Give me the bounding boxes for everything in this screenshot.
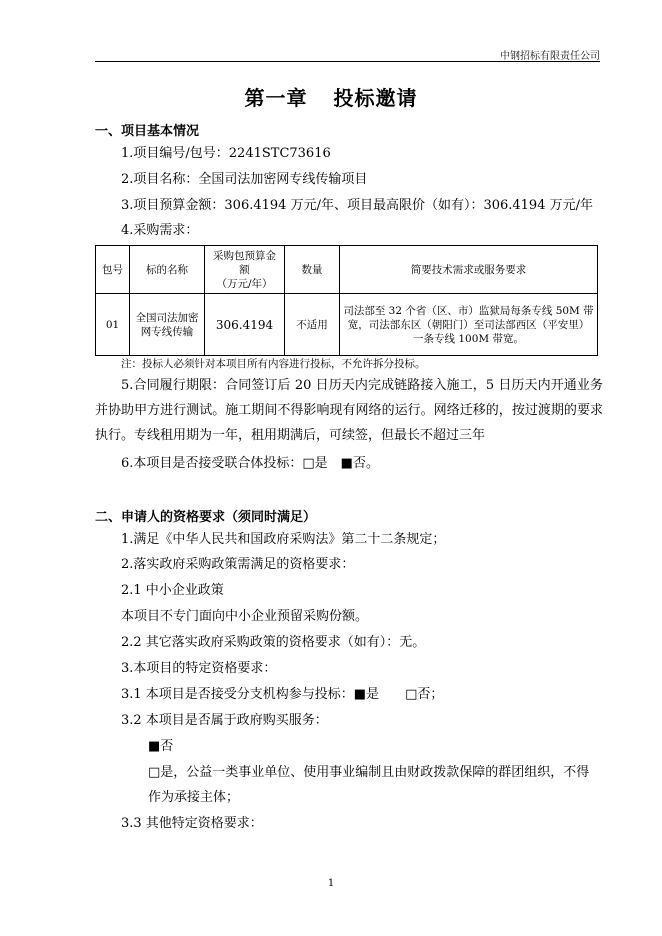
requirement-1: 1.满足《中华人民共和国政府采购法》第二十二条规定； [121,532,446,547]
demand-label: 4.采购需求： [121,223,199,238]
col-header-requirement: 简要技术需求或服务要求 [340,246,598,294]
col-header-quantity: 数量 [285,246,340,294]
option-yes-line2: 作为承接主体； [148,790,240,805]
requirement-2-1-text: 本项目不专门面向中小企业预留采购份额。 [121,609,369,624]
chapter-name: 投标邀请 [333,86,418,110]
requirement-3-1: 3.1 本项目是否接受分支机构参与投标：■是 □否； [121,687,444,702]
consortium: 6.本项目是否接受联合体投标：□是 ■否。 [121,456,379,471]
cell-item: 全国司法加密网专线传输 [130,294,205,356]
option-yes-line1: □是，公益一类事业单位、使用事业编制且由财政拨款保障的群团组织，不得 [148,765,590,780]
page-number: 1 [327,878,335,889]
col-header-package: 包号 [96,246,130,294]
requirement-3-3: 3.3 其他特定资格要求： [121,816,263,831]
requirement-table [95,245,598,356]
option-no: ■否 [148,739,174,754]
header-company: 中钢招标有限责任公司 [500,51,600,62]
requirement-3-2: 3.2 本项目是否属于政府购买服务： [121,713,328,728]
requirement-2-1: 2.1 中小企业政策 [121,583,224,598]
cell-requirement: 司法部至 32 个省（区、市）监狱局每条专线 50M 带宽，司法部东区（朝阳门）至司法部西区（平安里）一条专线 100M 带宽。 [340,294,598,356]
chapter-label: 第一章 [244,86,308,110]
cell-budget: 306.4194 [205,294,285,356]
col-header-item: 标的名称 [130,246,205,294]
table-row [96,294,598,356]
cell-package: 01 [96,294,130,356]
project-number: 1.项目编号/包号：2241STC73616 [121,146,331,161]
header-rule [95,61,600,62]
requirement-2: 2.落实政府采购政策需满足的资格要求： [121,557,355,572]
page-title [0,82,662,111]
table-note: 注：投标人必须针对本项目所有内容进行投标，不允许拆分投标。 [121,358,426,370]
cell-quantity: 不适用 [285,294,340,356]
project-budget: 3.项目预算金额：306.4194 万元/年、项目最高限价（如有）：306.4194 万元/年 [121,198,593,213]
requirement-2-2: 2.2 其它落实政府采购政策的资格要求（如有）：无。 [121,635,426,650]
col-header-budget: 采购包预算金额 （万元/年） [205,246,285,294]
contract-period: 5.合同履行期限：合同签订后 20 日历天内完成链路接入施工，5 日历天内开通业务并协助甲方进行测试。施工期间不得影响现有网络的运行。网络迁移的，按过渡期的要求执行。专线租用期为一年，租用期满后，可续签，但最长不超过三年 [95,378,603,443]
requirement-3: 3.本项目的特定资格要求： [121,661,277,676]
section1-heading: 一、项目基本情况 [95,124,200,139]
table-header-row [96,246,598,294]
section2-heading: 二、申请人的资格要求（须同时满足） [95,510,317,525]
project-name: 2.项目名称：全国司法加密网专线传输项目 [121,172,368,187]
